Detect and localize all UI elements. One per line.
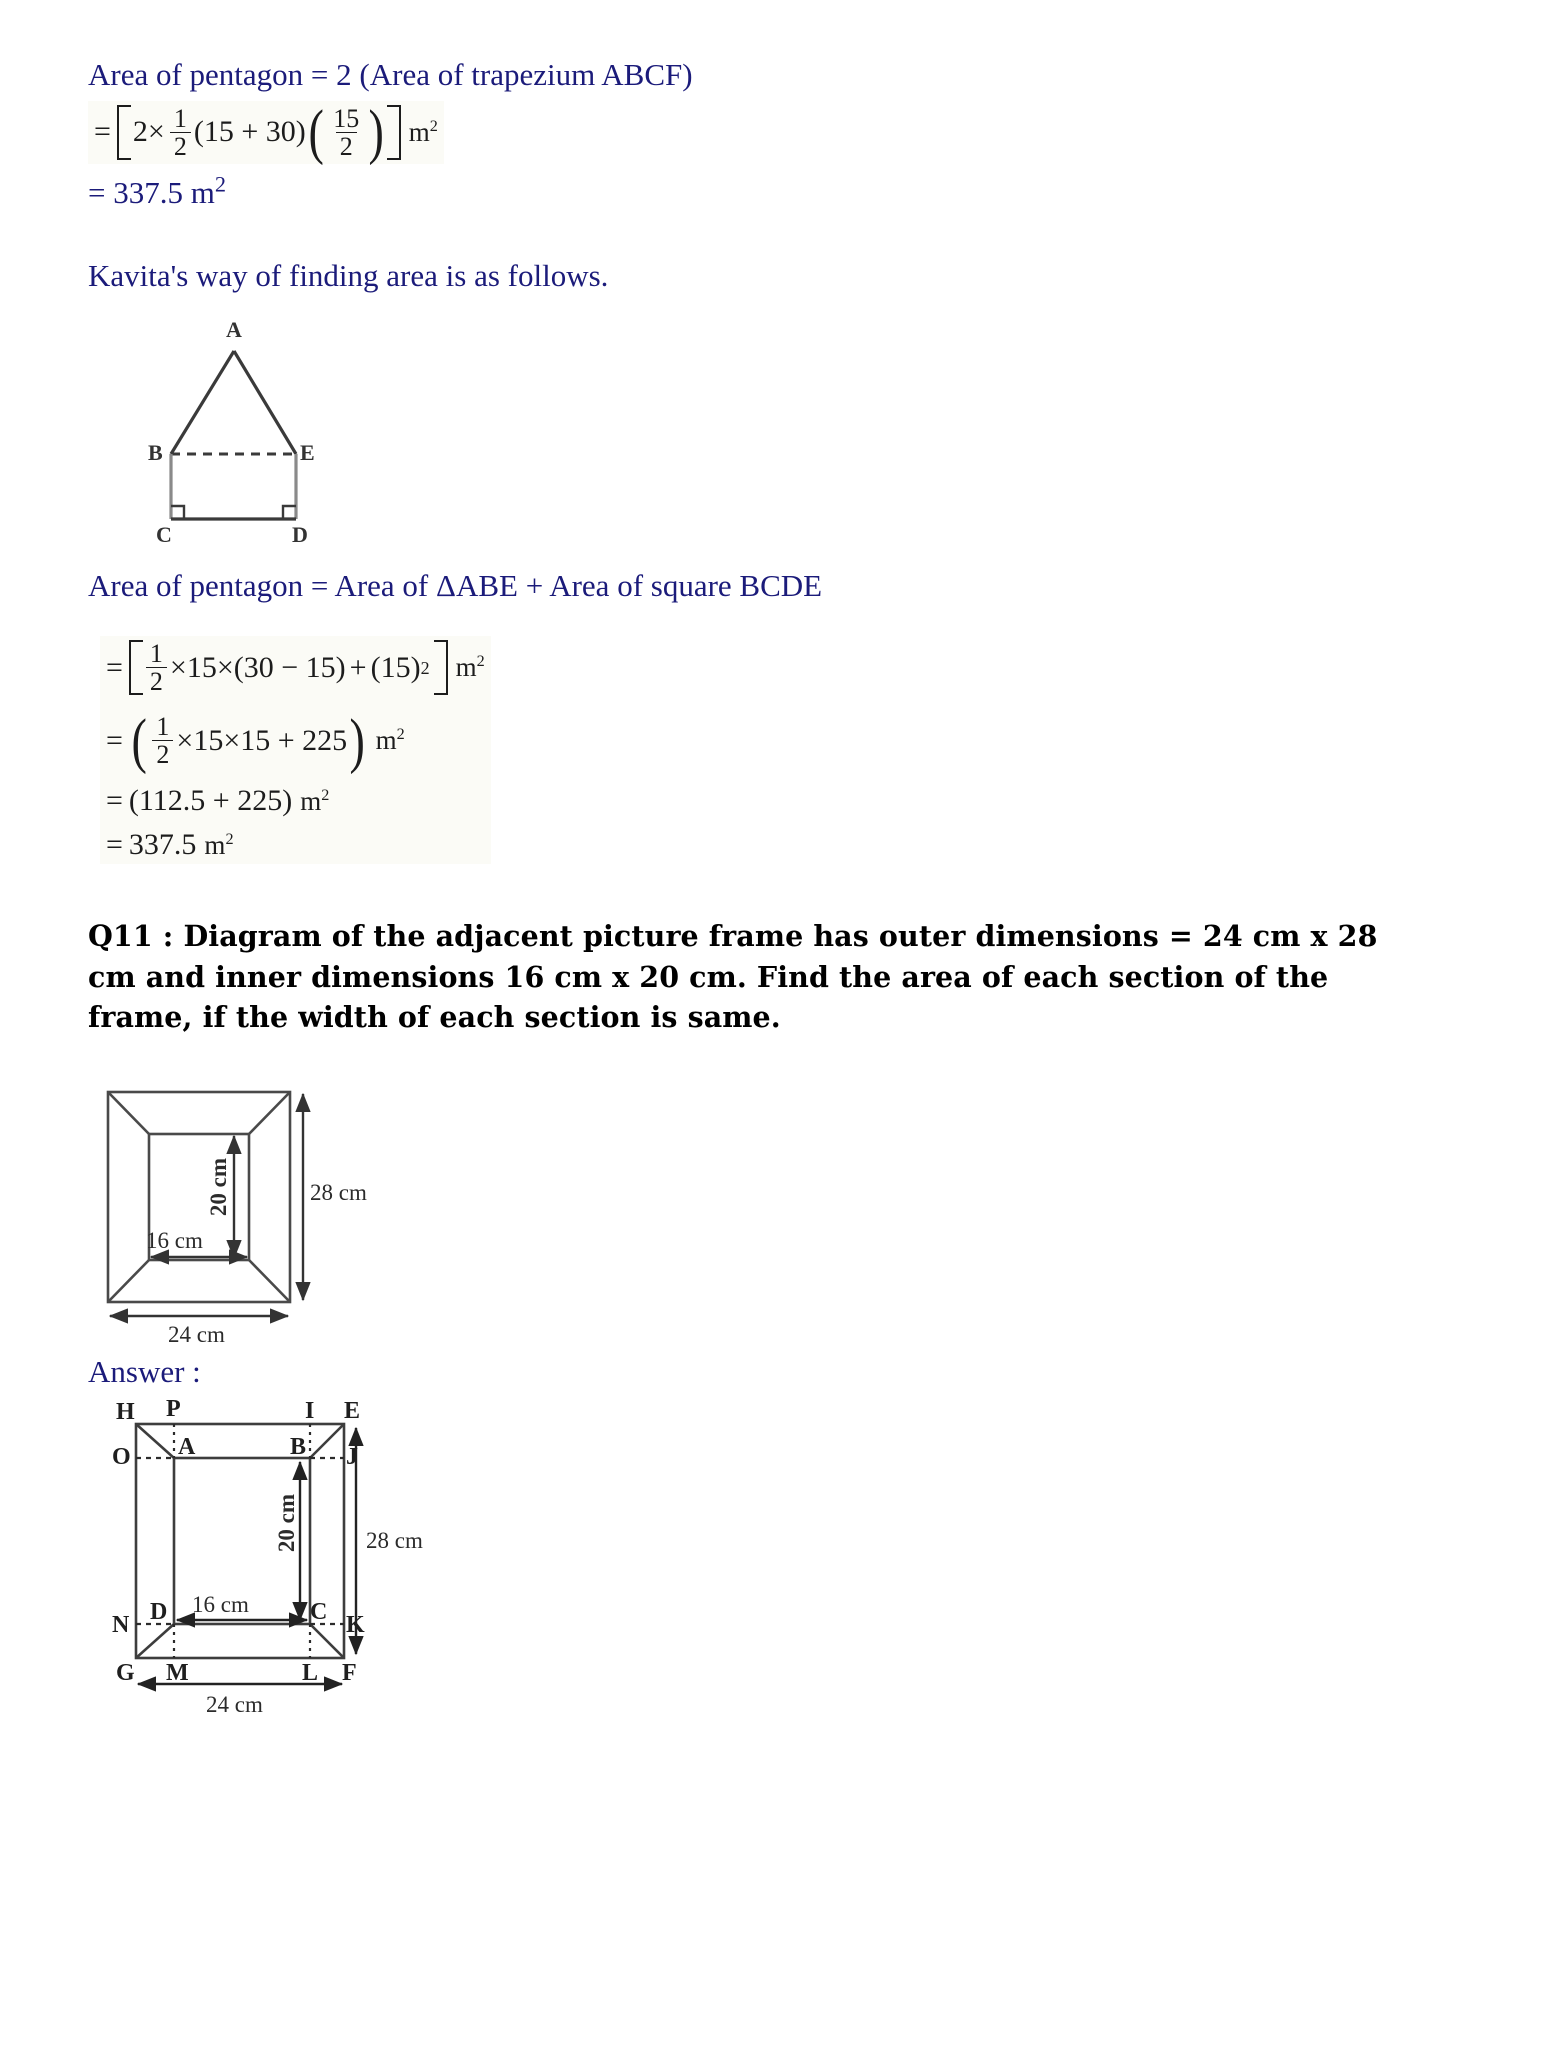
result-line-one [88,171,1488,213]
point-label-E: E [344,1397,361,1424]
point-label-D: D [150,1598,168,1625]
diagonal-bottom-right [249,1260,290,1302]
picture-frame-diagram-2 [94,1396,424,1726]
plus-sign: + [349,650,367,684]
picture-frame-svg-1 [94,1076,394,1346]
unit-metre: $m^2$ [408,116,438,147]
equation-two-line-3 [106,786,485,816]
point-label-J: J [346,1443,358,1470]
point-label-A: A [178,1433,196,1460]
fraction-numerator: 1 [149,639,163,669]
expression-a: ×15× [169,650,234,684]
expression: (112.5 + 225) [128,784,293,818]
point-label-G: G [116,1659,135,1686]
fraction-denominator: 2 [152,740,173,768]
point-label-H: H [116,1398,135,1425]
question-text: Q11 : Diagram of the adjacent picture frame has outer dimensions = 24 cm x 28 cm and inner dimensions 16 cm x 20 cm. Find the area of each section of the frame, if the width of each section is same. [88,919,1378,1035]
point-label-L: L [302,1659,319,1686]
edge-AE [234,351,296,454]
point-label-P: P [166,1395,181,1422]
equation-two-line-4 [106,830,485,860]
outer-rectangle [108,1092,290,1302]
unit-metre: $m^2$ [455,652,485,683]
equation-one-row [94,98,438,167]
edge-BA [171,351,234,454]
picture-frame-svg-2 [94,1396,424,1726]
document-content [88,56,1488,1726]
right-angle-D [283,506,296,519]
fraction-one-half [152,713,173,768]
point-label-C: C [310,1598,328,1625]
kavita-method-text: Kavita's way of finding area is as follows. [88,257,609,293]
pentagon-area-sum-text: Area of pentagon = Area of ΔABE + Area of square BCDE [88,568,823,604]
squared-group: (15) [370,650,421,684]
inner-width-label-2: 16 cm [192,1591,249,1617]
pentagon-label-D: D [292,522,308,548]
equation-one-block [88,98,444,167]
left-paren-big: ( [308,98,324,167]
equals-sign: = [106,723,123,757]
outer-width-label-1: 24 cm [168,1321,225,1347]
fraction-numerator: 15 [333,103,360,133]
diagonal-GD [136,1624,174,1658]
fraction-denominator: 2 [336,132,357,160]
fraction-numerator: 1 [156,712,170,742]
pentagon-area-intro-text: Area of pentagon = 2 (Area of trapezium ABCF) [88,57,693,92]
equals-sign: = [106,784,123,818]
point-label-B: B [290,1433,307,1460]
diagonal-top-right [249,1092,290,1134]
equals-sign: = [106,650,123,684]
fraction-fifteen-halves [329,105,363,160]
equals-sign: = [94,115,111,149]
result-text: = 337.5 m [88,174,215,210]
inner-width-label-1: 16 cm [146,1227,203,1253]
pentagon-label-B: B [148,440,163,466]
expression: 337.5 [128,828,197,862]
diagonal-HA [136,1424,174,1458]
left-square-bracket [117,105,131,160]
pentagon-label-A: A [226,317,242,343]
right-angle-C [171,506,184,519]
unit-metre: $m^2$ [375,725,405,756]
point-label-F: F [342,1659,357,1686]
right-square-bracket [434,640,448,695]
fraction-one-half [146,640,167,695]
equals-sign: = [106,828,123,862]
expression: ×15×15 + 225 [176,723,348,757]
coefficient: 2× [132,115,165,149]
fraction-numerator: 1 [173,103,187,133]
right-square-bracket [387,105,401,160]
diagonal-bottom-left [108,1260,149,1302]
unit-metre: $m^2$ [204,829,234,860]
picture-frame-diagram-1 [94,1076,394,1346]
diagonal-top-left [108,1092,149,1134]
point-label-M: M [166,1659,189,1686]
outer-height-label-2: 28 cm [366,1527,423,1553]
diagonal-FC [310,1624,344,1658]
outer-width-label-2: 24 cm [206,1691,263,1717]
answer-label: Answer : [88,1353,201,1389]
fraction-denominator: 2 [170,132,191,160]
inner-height-label-2: 20 cm [274,1493,299,1552]
unit-metre: $m^2$ [300,785,330,816]
result-superscript: 2 [214,171,227,197]
pentagon-diagram [106,309,366,559]
inner-height-label-1: 20 cm [206,1157,231,1216]
difference-group: (30 − 15) [233,650,346,684]
diagonal-EB [310,1424,344,1458]
pentagon-svg [106,309,366,559]
right-paren-big: ) [368,98,385,167]
sum-group: (15 + 30) [193,115,306,149]
pentagon-label-C: C [156,522,172,548]
pentagon-label-E: E [300,440,315,466]
fraction-one-half [170,105,191,160]
fraction-denominator: 2 [146,667,167,695]
outer-height-label-1: 28 cm [310,1179,367,1205]
left-paren-big: ( [131,706,147,775]
point-label-O: O [112,1443,131,1470]
right-paren-big: ) [349,706,366,775]
equation-two-line-1: = $\frac{1}{2}$ ×15× (30 − 15) + (15) 2 $m^2$ [106,639,485,697]
equation-two-block [100,636,491,864]
equation-two-line-2 [106,706,485,775]
point-label-I: I [305,1397,315,1424]
point-label-N: N [112,1611,130,1638]
point-label-K: K [346,1611,365,1638]
left-square-bracket [129,640,143,695]
